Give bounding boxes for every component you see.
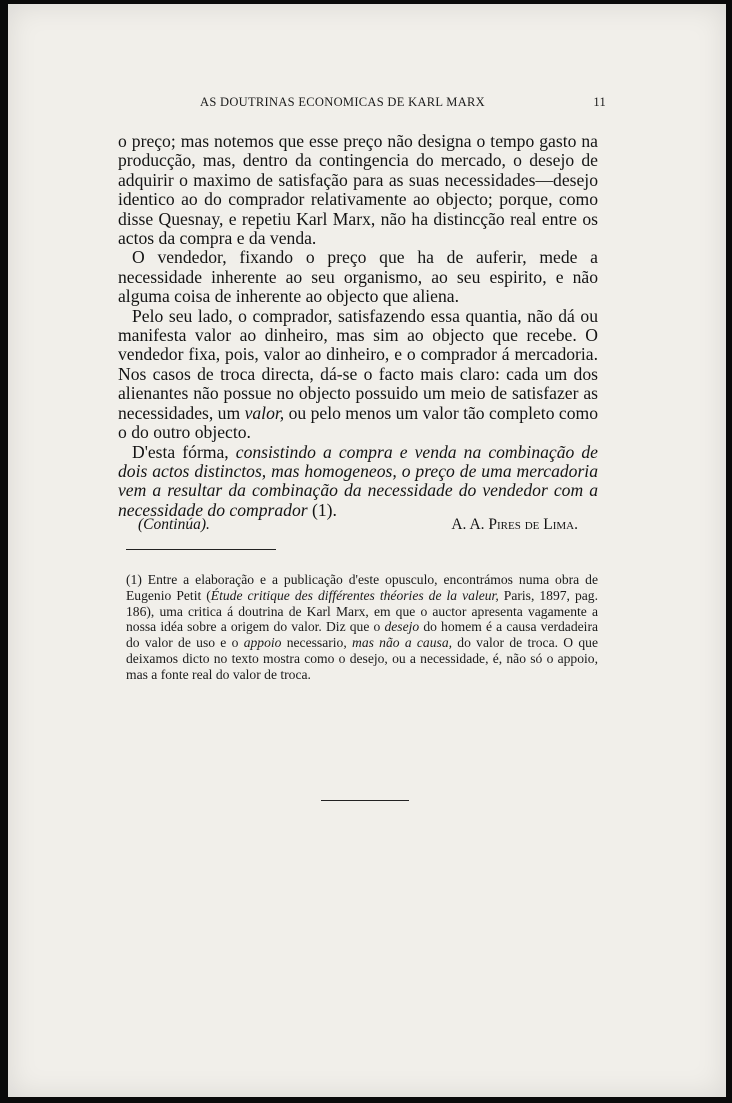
paragraph-1: o preço; mas notemos que esse preço não designa o tempo gasto na producção, mas, dentro da contingencia do mercado, o desejo de adquirir o maximo de satisfação para as suas necessidades—desejo identico ao do comprador relativamente ao objecto; porque, como disse Quesnay, e repetiu Karl Marx, não ha distincção real entre os actos da compra e da venda. [118,131,598,249]
book-page [8,4,726,1097]
paragraph-3-italic: valor, [244,402,285,423]
footnote-text-1: (1) Entre a elaboração e a publicação d'este opusculo, encontrámos numa obra de Eugenio Petit ( [126,572,598,603]
paragraph-4-text-a: D'esta fórma, [132,441,236,462]
paragraph-4-italic: consistindo a compra e venda na combinação de dois actos distinctos, mas homogeneos, o preço de uma mercadoria vem a resultar da combinação da necessidade do vendedor com a necessidade do comprador [118,441,598,520]
footnote-text-5: do valor de troca. O que deixamos dicto no texto mostra como o desejo, ou a necessidade, é, não só o appoio, mas a fonte real do valor de troca. [126,635,598,682]
paragraph-3-text-b: ou pelo menos um valor tão completo como o do outro objecto. [118,402,598,443]
footnote-text-3: do homem é a causa verdadeira do valor de uso e o [126,619,598,651]
footnote-italic-2: desejo [384,619,420,635]
footnote-text-4: necessario, [281,635,352,651]
footnote-italic-3: appoio [243,635,282,651]
footnote-italic-1: Étude critique des différentes théories de la valeur, [210,587,499,603]
footnote-italic-4: mas não a causa, [352,635,453,651]
footnote [126,572,598,683]
main-text [118,132,598,520]
footnote-separator [126,549,276,550]
running-title: AS DOUTRINAS ECONOMICAS DE KARL MARX [200,95,486,109]
page-number: 11 [593,95,606,109]
paragraph-4-text-b: (1). [307,499,337,520]
continued-note: (Continúa). [138,516,210,533]
paragraph-2: O vendedor, fixando o preço que ha de auferir, mede a necessidade inherente ao seu organismo, ao seu espirito, e não alguma coisa de inherente ao objecto que aliena. [118,247,598,307]
footnote-text-2: Paris, 1897, pag. 186), uma critica á doutrina de Karl Marx, em que o auctor apresenta vagamente a nossa idéa sobre a origem do valor. Diz que o [126,587,598,635]
paragraph-4 [118,443,598,521]
author-name: A. A. Pires de Lima. [451,516,578,533]
end-rule [321,800,409,801]
paragraph-3-text-a: Pelo seu lado, o comprador, satisfazendo essa quantia, não dá ou manifesta valor ao dinheiro, mas sim ao objecto que recebe. O vendedor fixa, pois, valor ao dinheiro, e o comprador á mercadoria. Nos casos de troca directa, dá-se o facto mais claro: cada um dos alienantes não possue no objecto possuido um meio de satisfazer as necessidades, um [118,305,598,423]
paragraph-3 [118,307,598,443]
